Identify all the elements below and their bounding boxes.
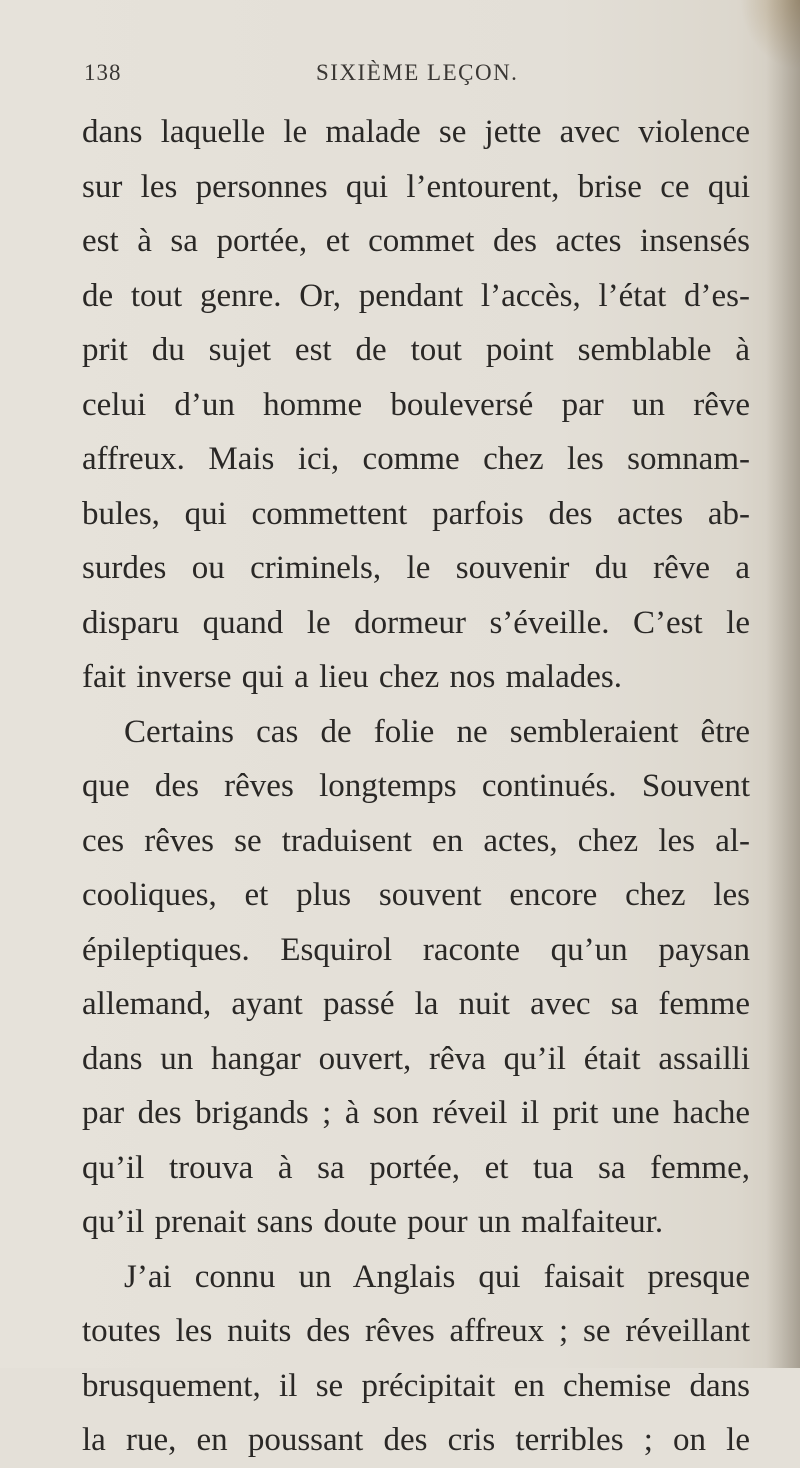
text-line: brusquement, il se précipitait en chemise dans <box>82 1367 750 1404</box>
text-line: Certains cas de folie ne sembleraient être <box>124 713 750 750</box>
text-line: cooliques, et plus souvent encore chez les <box>82 877 750 913</box>
running-head <box>84 60 714 100</box>
text-line: prit du sujet est de tout point semblable à <box>82 332 750 368</box>
text-line: bules, qui commettent parfois des actes ab- <box>82 495 750 532</box>
text-line: dans un hangar ouvert, rêva qu’il était assailli <box>82 1040 750 1077</box>
text-line: affreux. Mais ici, comme chez les somnam- <box>82 441 750 477</box>
text-line: que des rêves longtemps continués. Souvent <box>82 768 750 804</box>
text-line: celui d’un homme bouleversé par un rêve <box>82 386 750 423</box>
page-number: 138 <box>84 60 122 85</box>
text-line: allemand, ayant passé la nuit avec sa femme <box>82 986 750 1022</box>
text-line: par des brigands ; à son réveil il prit une hache <box>82 1095 750 1131</box>
text-line: qu’il trouva à sa portée, et tua sa femme, <box>82 1149 750 1186</box>
text-line: est à sa portée, et commet des actes insensés <box>82 223 750 259</box>
text-line: épileptiques. Esquirol raconte qu’un paysan <box>82 931 750 968</box>
text-line: J’ai connu un Anglais qui faisait presque <box>124 1258 750 1295</box>
text-line: surdes ou criminels, le souvenir du rêve a <box>82 550 750 586</box>
text-line: qu’il prenait sans doute pour un malfaiteur. <box>82 1204 664 1240</box>
text-line: fait inverse qui a lieu chez nos malades. <box>82 659 622 695</box>
running-title: SIXIÈME LEÇON. <box>316 60 519 85</box>
text-line: la rue, en poussant des cris terribles ; on le <box>82 1422 750 1458</box>
page-edge-shadow <box>766 0 800 1368</box>
text-line: dans laquelle le malade se jette avec violence <box>82 114 750 150</box>
text-line: sur les personnes qui l’entourent, brise ce qui <box>82 168 750 205</box>
text-line: de tout genre. Or, pendant l’accès, l’état d’es- <box>82 277 750 314</box>
text-line: ces rêves se traduisent en actes, chez les al- <box>82 822 750 859</box>
text-line: toutes les nuits des rêves affreux ; se réveillant <box>82 1313 750 1349</box>
text-line: disparu quand le dormeur s’éveille. C’est le <box>82 604 750 641</box>
body-text <box>82 105 750 1468</box>
